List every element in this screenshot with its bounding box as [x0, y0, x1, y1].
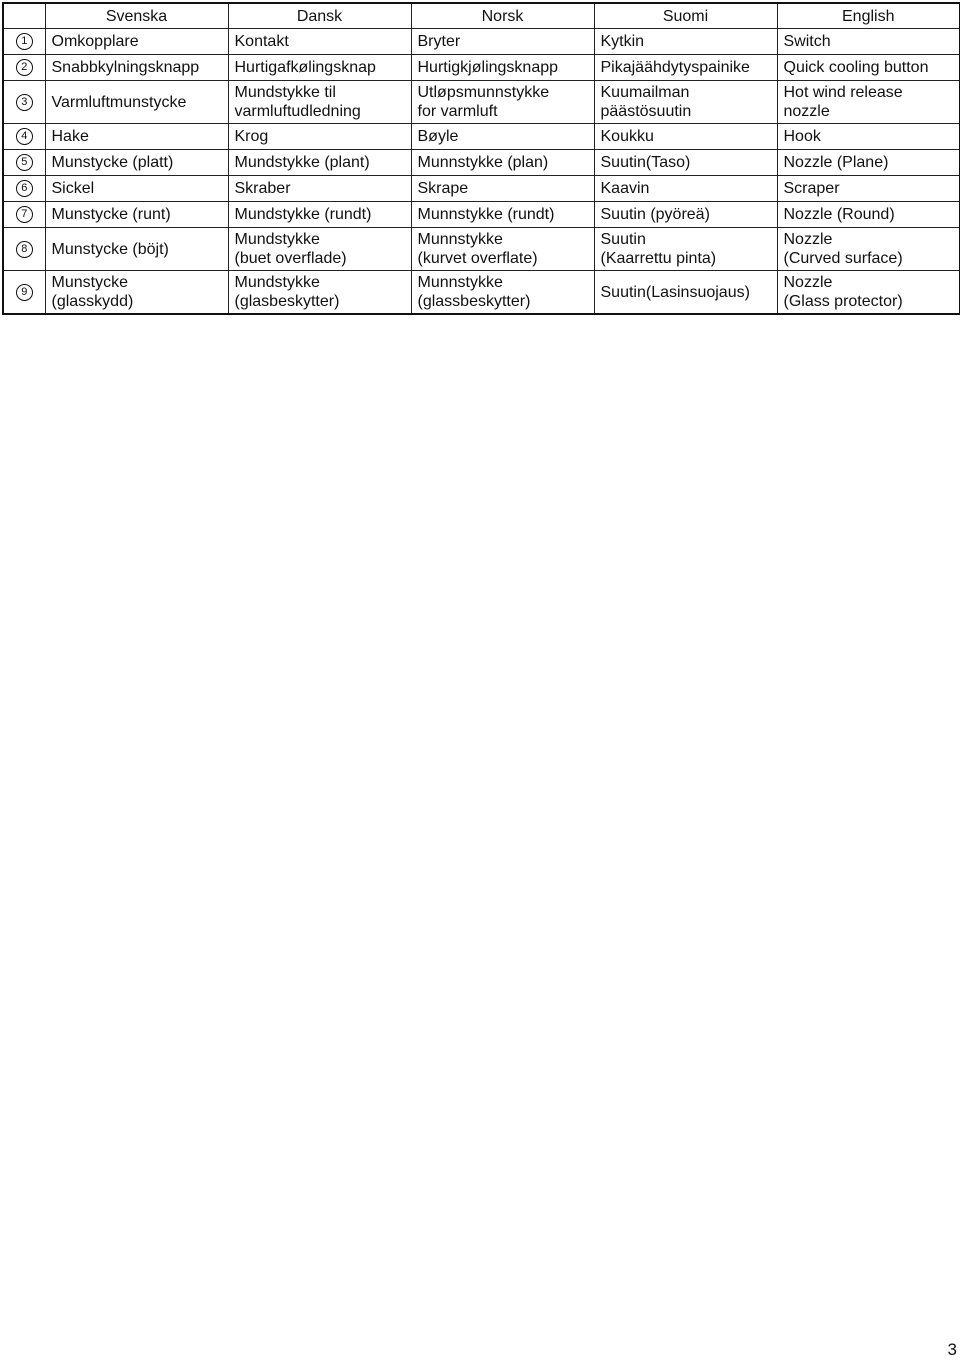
table-body — [3, 29, 960, 315]
cell-text-line: päästösuutin — [600, 103, 692, 120]
cell-text-line: Kytkin — [600, 33, 645, 50]
header-english: English — [777, 3, 960, 29]
row-number-cell — [3, 150, 45, 176]
circled-number-badge: 2 — [16, 59, 33, 76]
cell-text-line: Bøyle — [417, 128, 459, 145]
circled-number-badge: 7 — [16, 206, 33, 223]
cell-text-line: Hot wind release — [783, 84, 903, 101]
cell-text-line: Suutin — [600, 231, 646, 248]
cell-text-line: Kontakt — [234, 33, 289, 50]
cell-text-line: Suutin (pyöreä) — [600, 206, 710, 223]
cell-dansk — [228, 271, 411, 315]
header-norsk: Norsk — [411, 3, 594, 29]
cell-suomi — [594, 29, 777, 55]
cell-english — [777, 124, 960, 150]
table-row — [3, 228, 960, 271]
cell-svenska — [45, 271, 228, 315]
cell-english — [777, 81, 960, 124]
cell-svenska — [45, 202, 228, 228]
cell-text-line: Munstycke — [51, 274, 128, 291]
cell-text-line: Bryter — [417, 33, 461, 50]
cell-text-line: Mundstykke (rundt) — [234, 206, 372, 223]
cell-english — [777, 228, 960, 271]
cell-svenska — [45, 81, 228, 124]
circled-number-badge: 6 — [16, 180, 33, 197]
cell-text-line: Munnstykke — [417, 231, 503, 248]
cell-text-line: (glasskydd) — [51, 293, 134, 310]
row-number-cell — [3, 55, 45, 81]
cell-norsk — [411, 228, 594, 271]
cell-dansk — [228, 228, 411, 271]
cell-norsk — [411, 55, 594, 81]
cell-text-line: Utløpsmunnstykke — [417, 84, 550, 101]
cell-text-line: (Kaarrettu pinta) — [600, 250, 717, 267]
table-row — [3, 29, 960, 55]
cell-svenska — [45, 150, 228, 176]
cell-svenska — [45, 29, 228, 55]
cell-english — [777, 150, 960, 176]
cell-text-line: Varmluftmunstycke — [51, 93, 187, 111]
cell-text-line: Koukku — [600, 128, 654, 145]
cell-svenska — [45, 55, 228, 81]
cell-text-line: Mundstykke — [234, 274, 320, 291]
cell-text-line: (buet overflade) — [234, 250, 347, 267]
cell-text-line: Nozzle (Round) — [783, 206, 895, 223]
circled-number-badge: 3 — [16, 94, 33, 111]
cell-text-line: Munnstykke — [417, 274, 503, 291]
cell-norsk — [411, 81, 594, 124]
cell-norsk — [411, 150, 594, 176]
cell-suomi — [594, 271, 777, 315]
cell-text-line: Kuumailman — [600, 84, 690, 101]
row-number-cell — [3, 176, 45, 202]
cell-text-line: Scraper — [783, 180, 840, 197]
cell-text-line: (kurvet overflate) — [417, 250, 538, 267]
circled-number-badge: 5 — [16, 154, 33, 171]
cell-text-line: Munnstykke (rundt) — [417, 206, 555, 223]
cell-text-line: Pikajäähdytyspainike — [600, 59, 750, 76]
cell-text-line: Hook — [783, 128, 821, 145]
row-number-cell — [3, 29, 45, 55]
cell-text-line: nozzle — [783, 103, 830, 120]
cell-text-line: Sickel — [51, 180, 95, 197]
table-row — [3, 124, 960, 150]
table-row — [3, 176, 960, 202]
cell-text-line: Munstycke (platt) — [51, 154, 174, 171]
cell-text-line: Nozzle — [783, 231, 833, 248]
cell-english — [777, 29, 960, 55]
row-number-cell — [3, 228, 45, 271]
cell-text-line: Snabbkylningsknapp — [51, 59, 200, 76]
row-number-cell — [3, 202, 45, 228]
cell-text-line: varmluftudledning — [234, 103, 361, 120]
cell-suomi — [594, 81, 777, 124]
cell-dansk — [228, 29, 411, 55]
cell-norsk — [411, 271, 594, 315]
cell-text-line: Nozzle — [783, 274, 833, 291]
cell-text-line: (Glass protector) — [783, 293, 903, 310]
cell-text-line: Hurtigafkølingsknap — [234, 59, 376, 76]
cell-suomi — [594, 150, 777, 176]
table-row — [3, 202, 960, 228]
cell-svenska — [45, 176, 228, 202]
cell-text-line: Skraber — [234, 180, 291, 197]
cell-suomi — [594, 176, 777, 202]
table-row — [3, 150, 960, 176]
cell-text-line: (Curved surface) — [783, 250, 903, 267]
row-number-cell — [3, 81, 45, 124]
cell-text-line: Mundstykke til — [234, 84, 336, 101]
cell-svenska — [45, 124, 228, 150]
header-dansk: Dansk — [228, 3, 411, 29]
header-blank-cell — [3, 3, 45, 29]
table-row — [3, 271, 960, 315]
cell-text-line: Hurtigkjølingsknapp — [417, 59, 559, 76]
cell-text-line: (glasbeskytter) — [234, 293, 340, 310]
cell-svenska — [45, 228, 228, 271]
cell-text-line: Munstycke (runt) — [51, 206, 171, 223]
row-number-cell — [3, 271, 45, 315]
parts-translation-table — [2, 2, 960, 315]
cell-suomi — [594, 228, 777, 271]
cell-dansk — [228, 202, 411, 228]
cell-suomi — [594, 55, 777, 81]
header-row — [3, 3, 960, 29]
cell-dansk — [228, 55, 411, 81]
cell-suomi — [594, 202, 777, 228]
cell-text-line: Omkopplare — [51, 33, 139, 50]
table-row — [3, 55, 960, 81]
cell-dansk — [228, 150, 411, 176]
cell-text-line: Mundstykke (plant) — [234, 154, 370, 171]
table-row — [3, 81, 960, 124]
cell-dansk — [228, 81, 411, 124]
row-number-cell — [3, 124, 45, 150]
cell-text-line: Suutin(Lasinsuojaus) — [600, 283, 750, 301]
cell-text-line: Munnstykke (plan) — [417, 154, 549, 171]
cell-text-line: Hake — [51, 128, 89, 145]
circled-number-badge: 4 — [16, 128, 33, 145]
circled-number-badge: 9 — [16, 284, 33, 301]
cell-text-line: Kaavin — [600, 180, 650, 197]
cell-english — [777, 176, 960, 202]
cell-english — [777, 202, 960, 228]
cell-text-line: Switch — [783, 33, 831, 50]
cell-norsk — [411, 29, 594, 55]
header-svenska: Svenska — [45, 3, 228, 29]
cell-suomi — [594, 124, 777, 150]
cell-dansk — [228, 124, 411, 150]
cell-text-line: Quick cooling button — [783, 59, 929, 76]
cell-norsk — [411, 202, 594, 228]
cell-dansk — [228, 176, 411, 202]
page-number: 3 — [947, 1340, 957, 1359]
cell-english — [777, 55, 960, 81]
cell-norsk — [411, 176, 594, 202]
cell-text-line: Nozzle (Plane) — [783, 154, 889, 171]
cell-text-line: Krog — [234, 128, 269, 145]
cell-text-line: Munstycke (böjt) — [51, 240, 169, 258]
cell-text-line: (glassbeskytter) — [417, 293, 531, 310]
cell-text-line: Mundstykke — [234, 231, 320, 248]
cell-text-line: for varmluft — [417, 103, 498, 120]
cell-english — [777, 271, 960, 315]
cell-norsk — [411, 124, 594, 150]
header-suomi: Suomi — [594, 3, 777, 29]
cell-text-line: Skrape — [417, 180, 469, 197]
circled-number-badge: 8 — [16, 241, 33, 258]
cell-text-line: Suutin(Taso) — [600, 154, 691, 171]
circled-number-badge: 1 — [16, 33, 33, 50]
